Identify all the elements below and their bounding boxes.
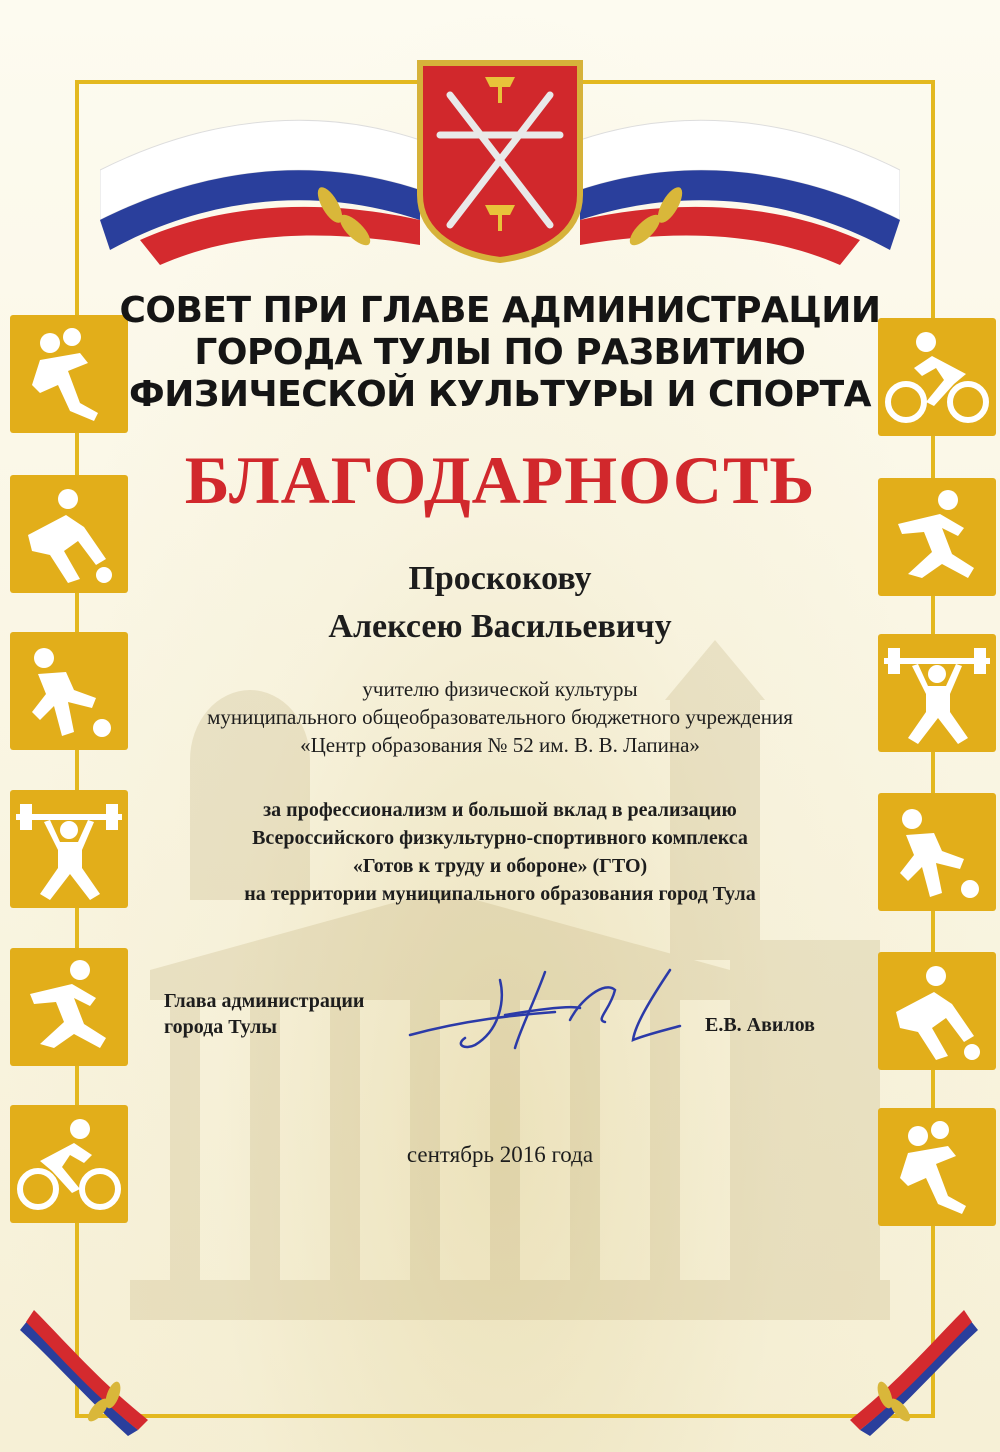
merit-line: за профессионализм и большой вклад в реализацию (263, 799, 737, 821)
recipient-position (150, 675, 850, 759)
signatory-role-line: города Тулы (164, 1016, 277, 1038)
position-line: учителю физической культуры (362, 677, 638, 701)
recipient-surname: Проскокову (408, 560, 592, 597)
merit-line: Всероссийского физкультурно-спортивного комплекса (252, 827, 748, 849)
recipient-given-names: Алексею Васильевичу (328, 608, 672, 645)
council-line: СОВЕТ ПРИ ГЛАВЕ АДМИНИСТРАЦИИ (119, 290, 881, 331)
corner-ribbon-left (18, 1300, 158, 1440)
merit-line: «Готов к труду и обороне» (ГТО) (352, 855, 648, 877)
tula-coat-of-arms-icon (410, 55, 590, 265)
council-line: ФИЗИЧЕСКОЙ КУЛЬТУРЫ И СПОРТА (129, 374, 871, 415)
football-icon (878, 793, 996, 911)
corner-ribbon-right (840, 1300, 980, 1440)
handwritten-signature (405, 960, 695, 1060)
position-line: муниципального общеобразовательного бюджетного учреждения (207, 705, 793, 729)
signatory-role-line: Глава администрации (164, 990, 365, 1012)
signatory-role (164, 988, 364, 1040)
running-icon (10, 948, 128, 1066)
merit-statement (150, 796, 850, 908)
volleyball-icon (878, 1108, 996, 1226)
football-icon (10, 632, 128, 750)
merit-line: на территории муниципального образования город Тула (244, 883, 756, 905)
cycling-icon (10, 1105, 128, 1223)
weightlifting-icon (10, 790, 128, 908)
recipient-name (150, 555, 850, 651)
certificate-title: БЛАГОДАРНОСТЬ (184, 442, 816, 518)
bowling-icon (878, 952, 996, 1070)
weightlifting-icon (878, 634, 996, 752)
issue-date: сентябрь 2016 года (406, 1142, 594, 1167)
position-line: «Центр образования № 52 им. В. В. Лапина» (300, 733, 700, 757)
council-name-heading (100, 290, 900, 416)
signatory-name: Е.В. Авилов (705, 1014, 815, 1036)
council-line: ГОРОДА ТУЛЫ ПО РАЗВИТИЮ (194, 332, 806, 373)
